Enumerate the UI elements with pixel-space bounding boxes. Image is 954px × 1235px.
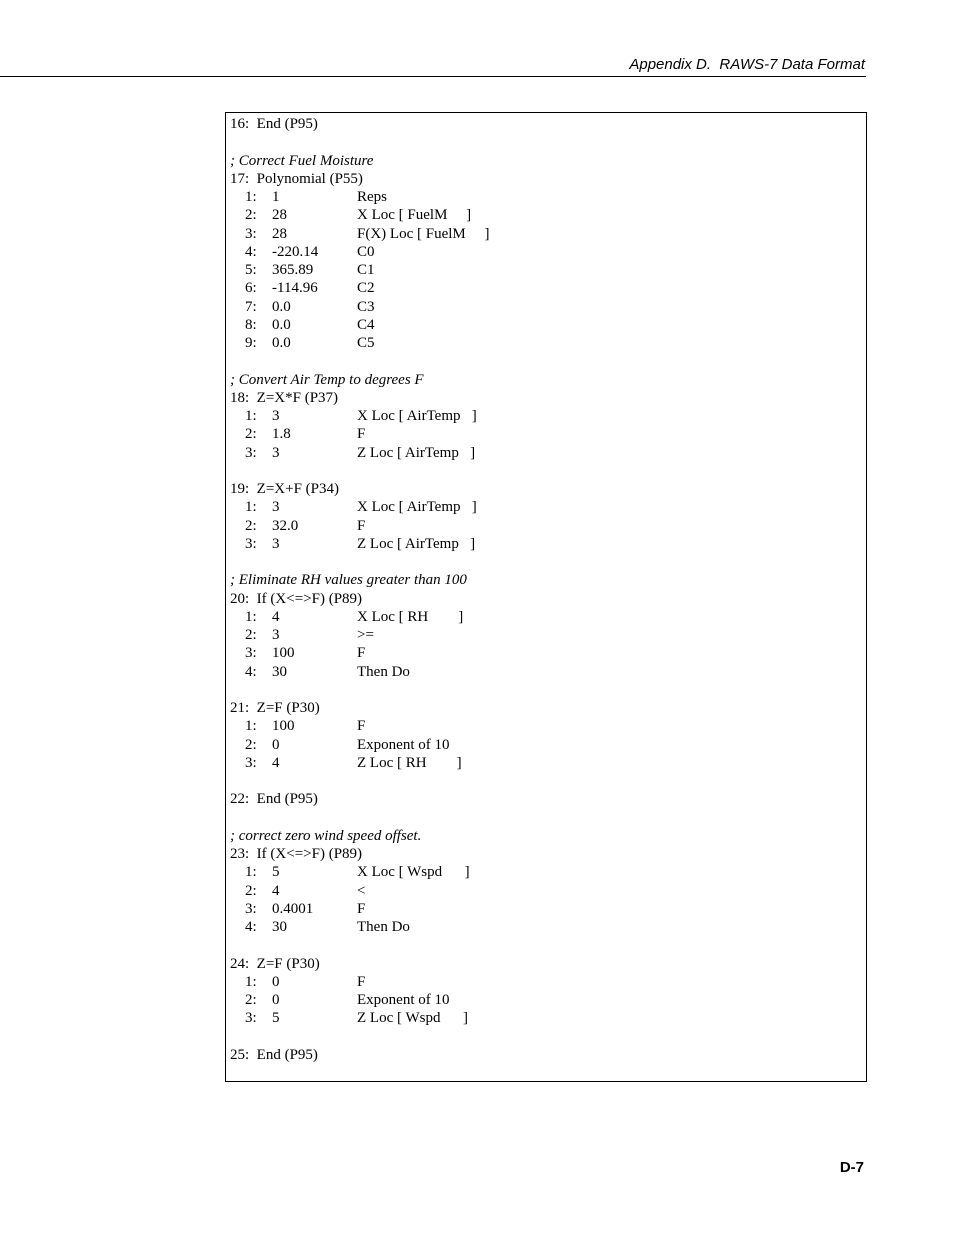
parameter-line	[230, 918, 866, 936]
instruction-line: 18: Z=X*F (P37)	[230, 389, 339, 406]
param-description: Then Do	[357, 663, 410, 680]
param-value: 4	[272, 608, 280, 625]
param-number: 4:	[245, 663, 257, 680]
instruction-line: 22: End (P95)	[230, 791, 318, 808]
comment-line: ; correct zero wind speed offset.	[230, 827, 422, 844]
parameter-line	[230, 535, 866, 553]
param-number: 3:	[245, 225, 257, 242]
param-description: C1	[357, 262, 375, 278]
parameter-line	[230, 261, 866, 279]
param-value: 0.4001	[272, 900, 314, 917]
parameter-line	[230, 736, 866, 754]
param-value: 0.0	[272, 298, 291, 315]
param-description: Reps	[357, 189, 387, 205]
param-description: Then Do	[357, 919, 410, 935]
param-number: 3:	[245, 535, 257, 552]
parameter-line	[230, 188, 866, 206]
blank-line	[230, 1028, 866, 1046]
param-description: X Loc [ FuelM ]	[357, 207, 472, 224]
param-description: C0	[357, 243, 375, 260]
blank-line	[230, 133, 866, 151]
param-number: 4:	[245, 243, 257, 260]
parameter-line	[230, 444, 866, 462]
param-description: C4	[357, 316, 375, 333]
param-number: 2:	[245, 426, 257, 443]
param-value: 100	[272, 645, 295, 662]
param-number: 1:	[245, 408, 257, 424]
param-number: 2:	[245, 992, 257, 1008]
param-number: 3:	[245, 900, 257, 917]
parameter-line	[230, 298, 866, 316]
param-value: 28	[272, 207, 287, 224]
parameter-line	[230, 225, 866, 243]
param-value: 3	[272, 499, 280, 516]
instruction-line: 21: Z=F (P30)	[230, 700, 320, 716]
parameter-line	[230, 900, 866, 918]
parameter-line	[230, 882, 866, 900]
parameter-line	[230, 517, 866, 535]
page-header-title: Appendix D. RAWS-7 Data Format	[629, 56, 865, 73]
param-value: 4	[272, 882, 280, 899]
param-description: C5	[357, 335, 375, 351]
param-value: -114.96	[272, 280, 318, 297]
param-description: C2	[357, 280, 375, 297]
parameter-line	[230, 498, 866, 516]
parameter-line	[230, 863, 866, 881]
instruction-line: 25: End (P95)	[230, 1046, 318, 1063]
parameter-line	[230, 206, 866, 224]
param-description: X Loc [ AirTemp ]	[357, 499, 477, 516]
instruction-line: 17: Polynomial (P55)	[230, 170, 363, 187]
param-number: 1:	[245, 864, 257, 881]
param-value: 1.8	[272, 426, 291, 443]
parameter-line	[230, 425, 866, 443]
param-value: 3	[272, 627, 280, 643]
param-description: F	[357, 900, 366, 917]
param-number: 2:	[245, 627, 257, 643]
param-description: X Loc [ AirTemp ]	[357, 408, 477, 424]
program-listing-box	[225, 112, 867, 1082]
parameter-line	[230, 754, 866, 772]
param-number: 1:	[245, 189, 257, 205]
param-description: C3	[357, 298, 375, 315]
param-number: 3:	[245, 1010, 257, 1027]
param-number: 1:	[245, 499, 257, 516]
param-value: 0	[272, 973, 280, 990]
param-value: 3	[272, 444, 280, 461]
param-description: <	[357, 882, 366, 899]
comment-line: ; Eliminate RH values greater than 100	[230, 572, 467, 589]
param-description: F	[357, 517, 366, 534]
instruction-line: 20: If (X<=>F) (P89)	[230, 590, 363, 607]
param-value: 32.0	[272, 517, 299, 534]
param-number: 6:	[245, 280, 257, 297]
param-description: F	[357, 973, 366, 990]
parameter-line	[230, 279, 866, 297]
parameter-line	[230, 626, 866, 644]
param-description: F	[357, 718, 366, 735]
param-value: 30	[272, 663, 287, 680]
param-number: 2:	[245, 517, 257, 534]
parameter-line	[230, 1009, 866, 1027]
param-number: 3:	[245, 645, 257, 662]
parameter-line	[230, 316, 866, 334]
param-value: 0.0	[272, 335, 291, 351]
param-description: Exponent of 10	[357, 992, 450, 1008]
param-description: F	[357, 645, 366, 662]
param-value: 0	[272, 992, 280, 1008]
param-number: 2:	[245, 207, 257, 224]
param-value: 0	[272, 736, 280, 753]
param-number: 9:	[245, 335, 257, 351]
comment-line: ; Correct Fuel Moisture	[230, 152, 374, 169]
blank-line	[230, 553, 866, 571]
param-number: 5:	[245, 262, 257, 278]
blank-line	[230, 936, 866, 954]
header-rule	[0, 76, 866, 77]
param-description: Z Loc [ AirTemp ]	[357, 444, 476, 461]
parameter-line	[230, 407, 866, 425]
blank-line	[230, 352, 866, 370]
param-number: 2:	[245, 882, 257, 899]
param-value: 3	[272, 535, 280, 552]
parameter-line	[230, 973, 866, 991]
param-value: 28	[272, 225, 287, 242]
param-number: 8:	[245, 316, 257, 333]
param-value: 365.89	[272, 262, 314, 278]
param-description: X Loc [ RH ]	[357, 608, 464, 625]
instruction-line: 24: Z=F (P30)	[230, 955, 320, 972]
comment-line: ; Convert Air Temp to degrees F	[230, 371, 424, 388]
param-number: 4:	[245, 919, 257, 935]
param-value: 30	[272, 919, 287, 935]
instruction-line: 19: Z=X+F (P34)	[230, 481, 340, 497]
param-description: Z Loc [ AirTemp ]	[357, 535, 476, 552]
param-value: 5	[272, 864, 280, 881]
param-number: 3:	[245, 754, 257, 771]
param-description: F(X) Loc [ FuelM ]	[357, 225, 490, 242]
param-value: -220.14	[272, 243, 319, 260]
param-value: 100	[272, 718, 295, 735]
param-value: 0.0	[272, 316, 291, 333]
blank-line	[230, 462, 866, 480]
param-number: 1:	[245, 718, 257, 735]
parameter-line	[230, 717, 866, 735]
param-value: 4	[272, 754, 280, 771]
page-number: D-7	[839, 1159, 864, 1176]
param-value: 1	[272, 189, 280, 205]
param-value: 5	[272, 1010, 280, 1027]
param-value: 3	[272, 408, 280, 424]
param-description: X Loc [ Wspd ]	[357, 864, 470, 881]
parameter-line	[230, 334, 866, 352]
blank-line	[230, 809, 866, 827]
param-description: F	[357, 426, 366, 443]
param-number: 3:	[245, 444, 257, 461]
param-description: Z Loc [ Wspd ]	[357, 1010, 468, 1027]
parameter-line	[230, 243, 866, 261]
parameter-line	[230, 608, 866, 626]
parameter-line	[230, 644, 866, 662]
param-number: 2:	[245, 736, 257, 753]
param-description: >=	[357, 627, 374, 643]
parameter-line	[230, 991, 866, 1009]
parameter-line	[230, 663, 866, 681]
instruction-line: 16: End (P95)	[230, 116, 318, 132]
blank-line	[230, 681, 866, 699]
blank-line	[230, 772, 866, 790]
param-description: Exponent of 10	[357, 736, 450, 753]
param-description: Z Loc [ RH ]	[357, 754, 462, 771]
param-number: 7:	[245, 298, 257, 315]
param-number: 1:	[245, 973, 257, 990]
param-number: 1:	[245, 608, 257, 625]
instruction-line: 23: If (X<=>F) (P89)	[230, 846, 363, 862]
